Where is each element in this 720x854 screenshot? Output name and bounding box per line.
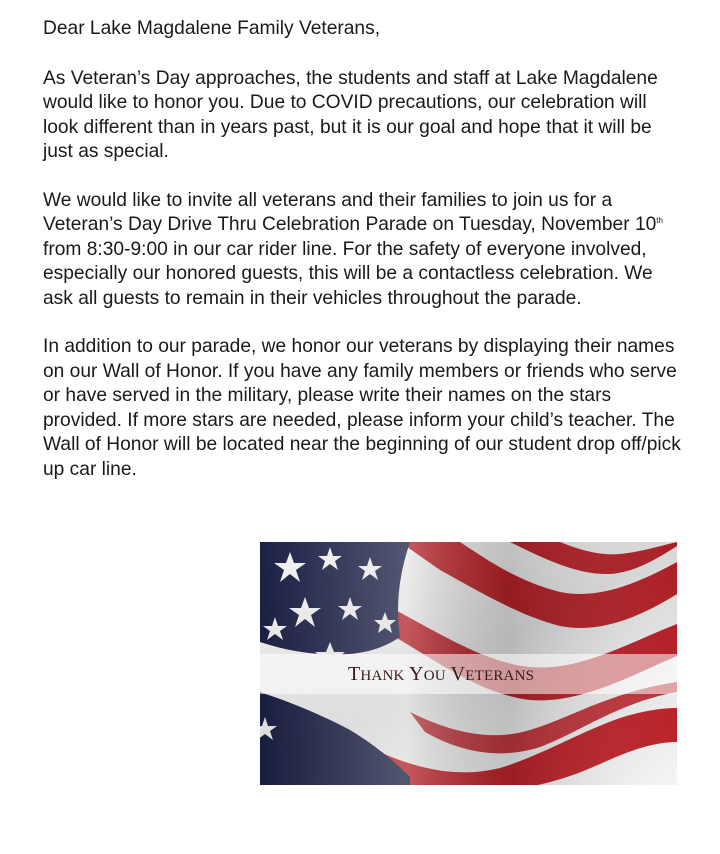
paragraph-wall-of-honor: In addition to our parade, we honor our veterans by displaying their names on our Wall of Honor. If you have any family members or friends who serve or have served in the military, please write their names on the stars provided. If more stars are needed, please inform your child’s teacher. The Wall of Honor will be located near the beginning of our student drop off/pick up car line. [43,336,681,480]
parade-text-rest: from 8:30-9:00 in our car rider line. For the safety of everyone involved, especially our honored guests, this will be a contactless celebration. We ask all guests to remain in their vehicles throughout the parade. [43,238,653,309]
thank-you-veterans-banner [348,663,534,686]
banner-rest-3: ETERANS [465,668,535,684]
date-suffix: th [656,216,663,225]
paragraph-intro: As Veteran’s Day approaches, the students and staff at Lake Magdalene would like to honor you. Due to COVID precautions, our celebration will look different than in years past, but it is our goal and hope that it will be just as special. [43,67,658,162]
banner-initial-1: T [348,663,361,685]
letter-body [43,17,683,506]
greeting: Dear Lake Magdalene Family Veterans, [43,18,381,39]
paragraph-parade [43,189,683,312]
parade-date: November 10 [541,214,657,235]
parade-text-start: We would like to invite all veterans and their families to join us for a Veteran’s Day Drive Thru Celebration Parade on Tuesday, [43,189,613,235]
flag-image [260,542,677,785]
banner-rest-2: OU [423,668,446,684]
banner-initial-2: Y [409,663,424,685]
banner-rest-1: HANK [360,668,405,684]
banner-initial-3: V [450,663,466,685]
